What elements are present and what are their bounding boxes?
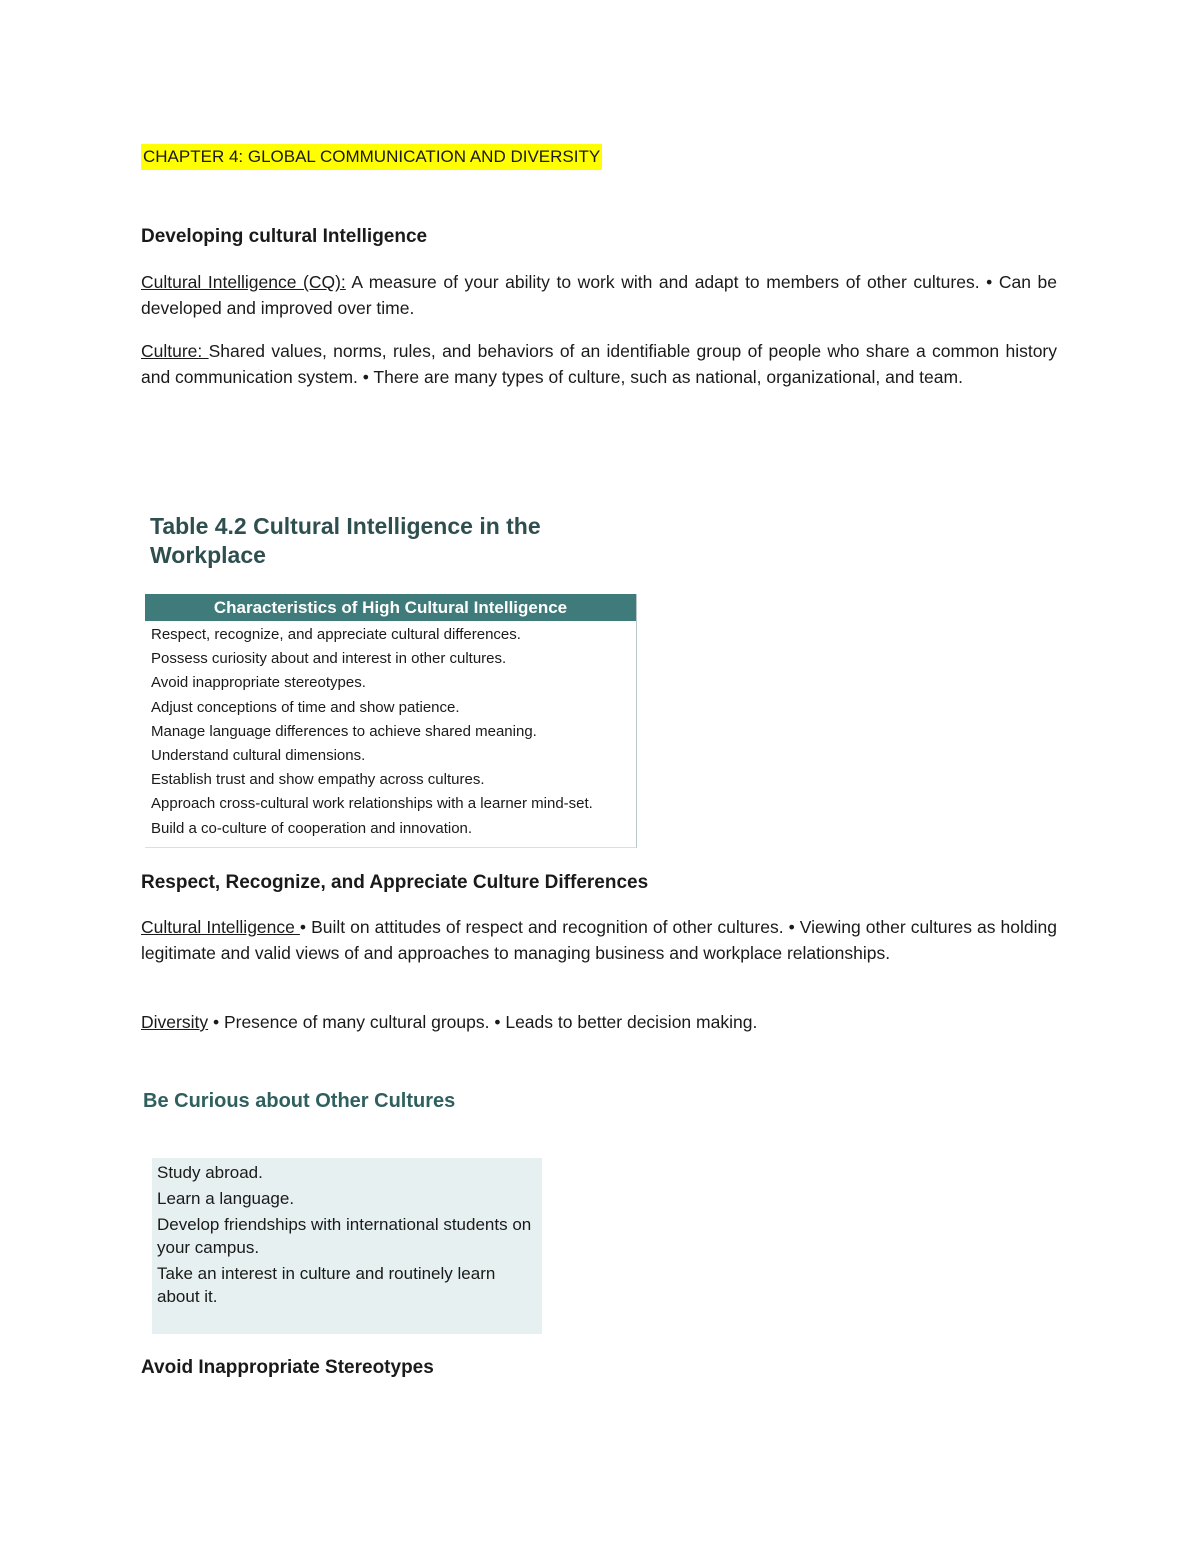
list-item: Study abroad. (157, 1163, 263, 1182)
table-row: Establish trust and show empathy across cultures. (151, 771, 485, 789)
table-title: Table 4.2 Cultural Intelligence in the Workplace (150, 513, 541, 568)
culture-term: Culture: (141, 341, 209, 361)
table-rows (145, 621, 636, 841)
ci-table (145, 594, 637, 848)
list-item: Take an interest in culture and routinely learn about it. (157, 1264, 496, 1306)
curious-title: Be Curious about Other Cultures (143, 1090, 456, 1112)
diversity-text: • Presence of many cultural groups. • Leads to better decision making. (208, 1012, 758, 1032)
list-item: Develop friendships with international students on your campus. (157, 1215, 532, 1257)
list-item: Learn a language. (157, 1189, 295, 1208)
cq-text: A measure of your ability to work with and adapt to members of other cultures. • Can be developed and improved over time. (141, 272, 1058, 318)
table-row: Understand cultural dimensions. (151, 746, 366, 764)
ci-term: Cultural Intelligence (141, 917, 300, 937)
table-row: Build a co-culture of cooperation and innovation. (151, 819, 473, 837)
table-row: Approach cross-cultural work relationships with a learner mind-set. (151, 795, 593, 813)
ci-text: • Built on attitudes of respect and recognition of other cultures. • Viewing other cultures as holding legitimate and valid views of and approaches to managing business and workplace relationships. (141, 917, 1057, 963)
diversity-definition (141, 1009, 1057, 1035)
section-heading-stereotypes: Avoid Inappropriate Stereotypes (141, 1357, 434, 1378)
curious-box (152, 1158, 542, 1334)
culture-definition (141, 338, 1057, 390)
diversity-term: Diversity (141, 1012, 209, 1032)
table-row: Adjust conceptions of time and show patience. (151, 698, 460, 716)
ci-definition (141, 914, 1057, 966)
section-heading-respect: Respect, Recognize, and Appreciate Culture Differences (141, 872, 649, 893)
curious-list (157, 1161, 542, 1308)
cq-definition (141, 269, 1057, 321)
table-row: Respect, recognize, and appreciate cultural differences. (151, 626, 521, 643)
table-row: Avoid inappropriate stereotypes. (151, 674, 366, 692)
table-row: Manage language differences to achieve shared meaning. (151, 722, 537, 740)
table-header: Characteristics of High Cultural Intelligence (145, 594, 636, 621)
cq-term: Cultural Intelligence (CQ): (141, 272, 346, 292)
culture-text: Shared values, norms, rules, and behaviors of an identifiable group of people who share a common history and communication system. • There are many types of culture, such as national, organizational, and team. (141, 341, 1057, 387)
section-heading-developing-ci: Developing cultural Intelligence (141, 226, 428, 247)
table-row: Possess curiosity about and interest in other cultures. (151, 650, 507, 668)
chapter-title: CHAPTER 4: GLOBAL COMMUNICATION AND DIVERSITY (141, 144, 602, 170)
